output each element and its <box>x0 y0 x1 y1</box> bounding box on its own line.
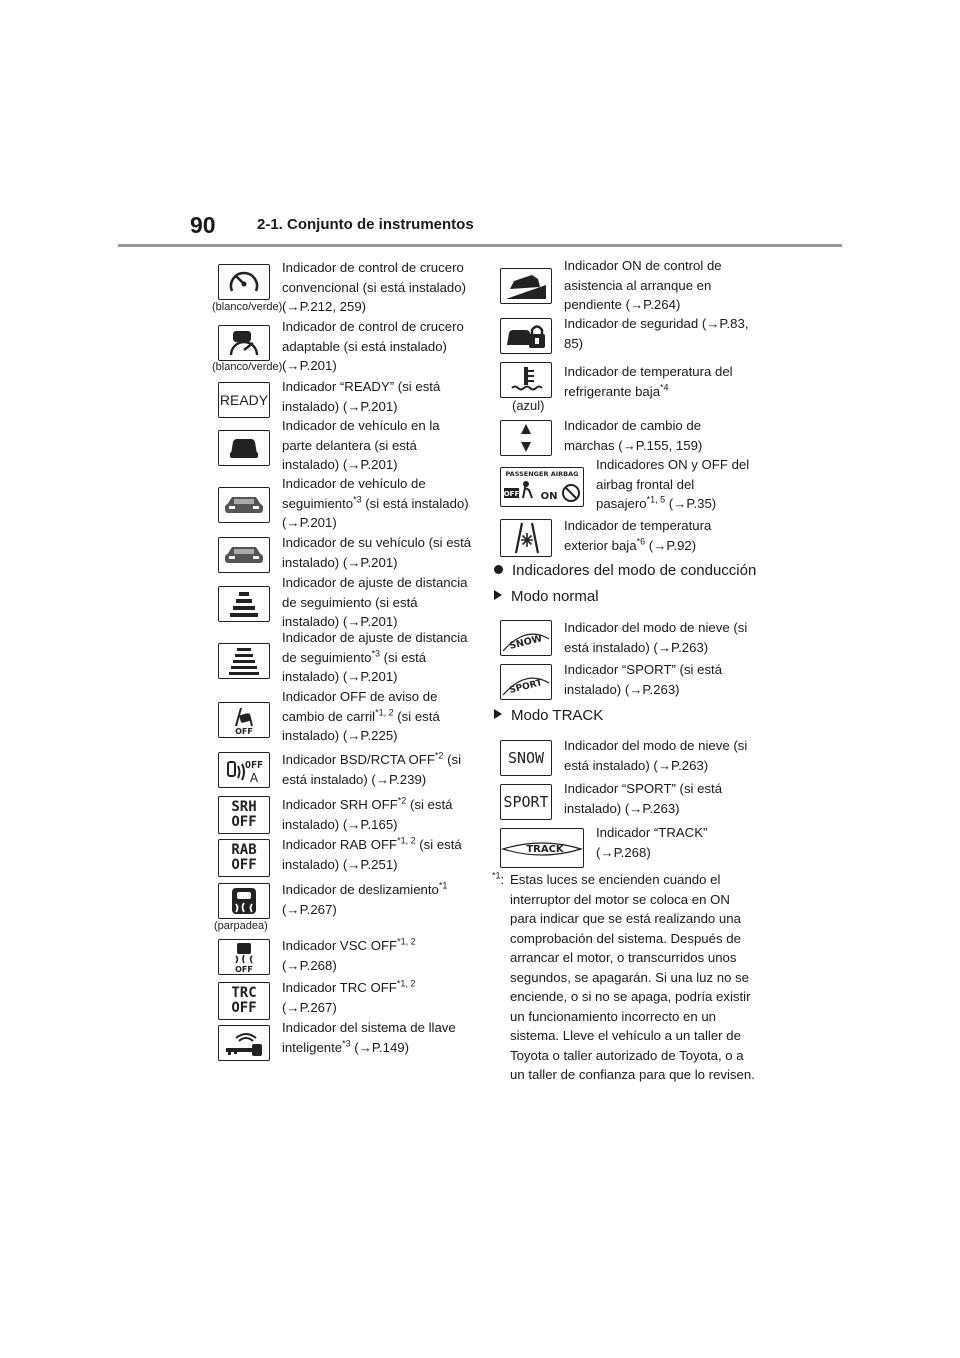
distance-setting-icon <box>218 586 270 622</box>
drive-modes-heading-text: Indicadores del modo de conducción <box>512 562 757 579</box>
shift-icon <box>500 420 552 456</box>
icon-caption: (parpadea) <box>214 920 268 932</box>
sport-mode-icon <box>500 784 552 820</box>
trc-off-icon <box>218 982 270 1020</box>
snow-label: SNOW <box>508 633 544 652</box>
indicator-description: Indicador de deslizamiento$^{*1}$ (→P.267) <box>282 880 448 917</box>
triangle-bullet-icon <box>494 590 502 600</box>
indicator-description: Indicador de control de crucero convencional (si está instalado) (→P.212, 259) <box>282 260 466 314</box>
icon-caption: (blanco/verde) <box>212 361 283 373</box>
cruise-control-icon <box>218 264 270 300</box>
indicator-description: Indicador del modo de nieve (si está instalado) (→P.263) <box>564 738 748 773</box>
off-label: OFF <box>244 760 264 771</box>
track-mode-heading <box>494 707 603 724</box>
indicator-description: Indicador de vehículo de seguimiento$^{*3}$ (si está instalado) (→P.201) <box>282 476 469 530</box>
indicator-description: Indicador de seguridad (→P.83, 85) <box>564 316 749 351</box>
icon-caption: (blanco/verde) <box>212 301 283 313</box>
footnote-text: Estas luces se encienden cuando el interruptor del motor se coloca en ON para indicar que se está realizando una comprobación del sistema. Después de arrancar el motor, o transcurridos unos segundos, se apagarán. Si una luz no se enciende, o si no se apaga, podría existir un funcionamiento incorrecto en un sistema. Lleve el vehículo a un taller de Toyota o taller autorizado de Toyota, o a un taller de confianza para que lo revisen. <box>510 872 755 1082</box>
passenger-airbag-label: PASSENGER AIRBAG <box>505 470 579 478</box>
indicator-description: Indicador de cambio de marchas (→P.155, 159) <box>564 418 703 453</box>
indicator-description: Indicador de temperatura del refrigerante baja$^{*4}$ <box>564 364 733 399</box>
track-mode-icon <box>500 828 584 868</box>
indicator-description: Indicador ON de control de asistencia al arranque en pendiente (→P.264) <box>564 258 722 312</box>
indicator-description: Indicador del modo de nieve (si está instalado) (→P.263) <box>564 620 748 655</box>
bullet-dot <box>494 565 503 574</box>
header-rule <box>118 244 842 247</box>
indicator-description: Indicador de control de crucero adaptable (si está instalado) (→P.201) <box>282 319 464 373</box>
svg-text:A: A <box>249 771 259 785</box>
adaptive-cruise-icon <box>218 325 270 361</box>
bsd-rcta-off-icon <box>218 752 270 788</box>
ready-icon <box>218 382 270 418</box>
page-number: 90 <box>190 212 216 238</box>
following-vehicle-icon <box>218 487 270 523</box>
track-mode-heading-text: Modo TRACK <box>511 707 604 724</box>
passenger-airbag-icon <box>500 467 584 507</box>
section-title: 2-1. Conjunto de instrumentos <box>257 216 474 233</box>
snow-mode-icon <box>500 620 552 656</box>
triangle-bullet-icon <box>494 709 502 719</box>
vehicle-ahead-icon <box>218 430 270 466</box>
indicator-description: Indicador BSD/RCTA OFF$^{*2}$ (si está instalado) (→P.239) <box>282 750 462 787</box>
lane-departure-off-icon <box>218 702 270 738</box>
indicator-description: Indicador SRH OFF$^{*2}$ (si está instalado) (→P.165) <box>282 795 453 832</box>
smart-key-icon <box>218 1025 270 1061</box>
indicator-description: Indicador “SPORT” (si está instalado) (→P.263) <box>564 662 723 697</box>
indicator-description: Indicador de ajuste de distancia de seguimiento (si está instalado) (→P.201) <box>282 575 468 629</box>
rab-off-icon <box>218 839 270 877</box>
off-label: OFF <box>235 727 253 736</box>
indicator-description: Indicador de temperatura exterior baja$^{*6}$ (→P.92) <box>564 518 712 553</box>
hill-start-assist-icon <box>500 268 552 304</box>
indicator-description: Indicador “READY” (si está instalado) (→P.201) <box>282 379 441 414</box>
drive-modes-heading <box>494 562 756 579</box>
footnote <box>492 870 757 1085</box>
indicator-description: Indicadores ON y OFF del airbag frontal del pasajero$^{*1, 5}$ (→P.35) <box>596 457 750 511</box>
indicator-description: Indicador OFF de aviso de cambio de carril$^{*1, 2}$ (si está instalado) (→P.225) <box>282 689 440 743</box>
indicator-description: Indicador de su vehículo (si está instalado) (→P.201) <box>282 535 472 570</box>
snow-label: SNOW <box>507 749 545 767</box>
trc-off-text: TRC OFF <box>231 985 257 1016</box>
icon-caption: (azul) <box>512 398 545 413</box>
off-label: OFF <box>235 965 253 973</box>
indicator-description: Indicador VSC OFF$^{*1, 2}$ (→P.268) <box>282 936 416 973</box>
indicator-description: Indicador TRC OFF$^{*1, 2}$ (→P.267) <box>282 978 416 1015</box>
indicator-description: Indicador de ajuste de distancia de seguimiento$^{*3}$ (si está instalado) (→P.201) <box>282 630 468 684</box>
outside-temp-icon <box>500 519 552 557</box>
srh-off-icon <box>218 796 270 834</box>
indicator-description: Indicador RAB OFF$^{*1, 2}$ (si está instalado) (→P.251) <box>282 835 462 872</box>
indicator-description: Indicador del sistema de llave inteligente$^{*3}$ (→P.149) <box>282 1020 456 1055</box>
indicator-description: Indicador de vehículo en la parte delantera (si está instalado) (→P.201) <box>282 418 440 472</box>
security-icon <box>500 318 552 354</box>
svg-text:ON: ON <box>540 491 558 502</box>
footnote-label: $^{*1}$: <box>492 870 505 887</box>
rab-off-text: RAB OFF <box>231 842 257 873</box>
track-label: TRACK <box>526 844 564 855</box>
snow-mode-icon <box>500 740 552 776</box>
distance-setting-4-icon <box>218 643 270 679</box>
sport-label: SPORT <box>503 793 549 811</box>
svg-text:OFF: OFF <box>503 490 520 498</box>
vsc-off-icon <box>218 939 270 975</box>
normal-mode-heading <box>494 588 599 605</box>
srh-off-text: SRH OFF <box>231 799 257 830</box>
slip-icon <box>218 883 270 919</box>
ready-icon-text: READY <box>219 392 269 408</box>
own-vehicle-icon <box>218 537 270 573</box>
coolant-temp-icon <box>500 362 552 398</box>
indicator-description: Indicador “TRACK” (→P.268) <box>596 825 708 860</box>
sport-mode-icon <box>500 664 552 700</box>
indicator-description: Indicador “SPORT” (si está instalado) (→P.263) <box>564 781 723 816</box>
sport-label: SPORT <box>508 678 544 696</box>
normal-mode-heading-text: Modo normal <box>511 588 599 605</box>
